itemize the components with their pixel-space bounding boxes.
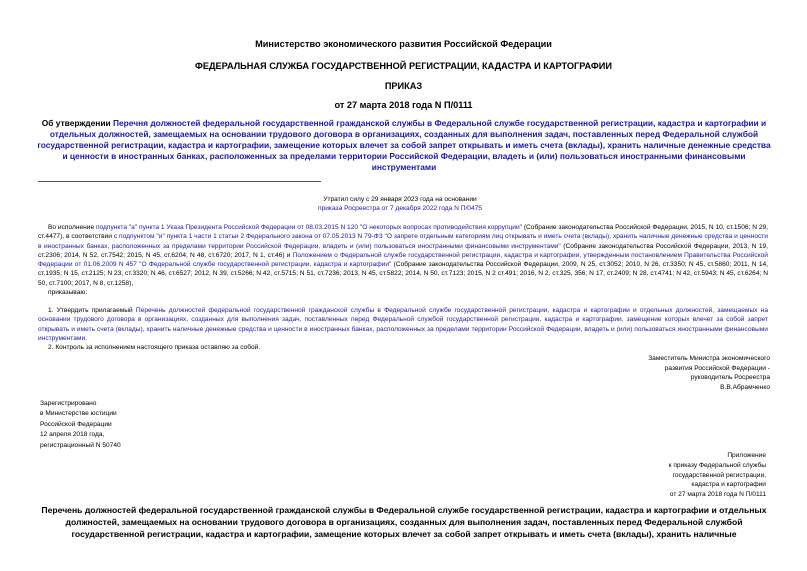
item-2: 2. Контроль за исполнением настоящего приказа оставляю за собой. <box>48 344 261 352</box>
preamble-text: Во исполнение подпункта "а" пункта 1 Указа Президента Российской Федерации от 08.03.2015 N 120 "О некоторых вопросах противодействия коррупции" (Собрание законодательства Российской Федерации, 2015, N 10, ст.1506; N 29, ст.4477), в соответствии с подпунктом "и" пункта 1 части 1 статьи 2 Федерального закона от 07.05.2013 N 79-ФЗ "О запрете отдельным категориям лиц открывать и иметь счета (вклады), хранить наличные денежные средства и ценности в иностранных банках, расположенных за пределами территории Российской Федерации, владеть и (или) пользоваться иностранными финансовыми инструментами" (Собрание законодательства Российской Федерации, 2013, N 19, ст.2306; 2014, N 52, ст.7542; 2015, N 45, ст.6204; N 48, ст.6720; 2017, N 1, ст.46) и Положением о Федеральной службе государственной регистрации, кадастра и картографии, утвержденным постановлением Правительства Российской Федерации от 01.06.2009 N 457 "О Федеральной службе государственной регистрации, кадастра и картографии" (Собрание законодательства Российской Федерации, 2009, N 25, ст.3052; 2010, N 26, ст.3350; N 45, ст.5860; 2011, N 14, ст.1935; N 15, ст.2125; N 23, ст.3320; N 46, ст.6527; 2012, N 39, ст.5266; N 42, ст.5715; N 51, ст.7236; 2013, N 45, ст.5822; 2014, N 50, ст.7123; 2015, N 2 ст.491; 2016, N 2, ст.325, 356; N 17, ст.2409; N 28, ст.4741; N 42, ст.5943; N 45, ст.6264; N 50, ст.7100; 2017, N 8, ст.1258), <box>38 224 768 287</box>
divider <box>38 181 321 182</box>
preamble <box>38 223 768 297</box>
link-regulation-457[interactable]: Положением о Федеральной службе государственной регистрации, кадастра и картографии, утвержденным постановлением Правительства Российской Федерации от 01.06.2009 N 457 "О Федеральной службе государственной регистрации, кадастра и картографии" <box>38 251 768 269</box>
registration-block: Зарегистрировано в Министерстве юстиции Российской Федерации 12 апреля 2018 года, регистрационный N 50740 <box>40 400 121 449</box>
doc-type: ПРИКАЗ <box>384 81 423 91</box>
subject-link[interactable]: Перечня должностей федеральной государственной гражданской службы в Федеральной службе государственной регистрации, кадастра и картографии и отдельных должностей, замещаемых на основании трудового договора в организациях, созданных для выполнения задач, поставленных перед Федеральной службой государственной регистрации, кадастра и картографии, замещение которых влечет за собой запрет открывать и иметь счета (вклады), хранить наличные денежные средства и ценности в иностранных банках, расположенных за пределами территории Российской Федерации, владеть и (или) пользоваться иностранными финансовыми инструментами <box>37 118 771 172</box>
service-title: ФЕДЕРАЛЬНАЯ СЛУЖБА ГОСУДАРСТВЕННОЙ РЕГИСТРАЦИИ, КАДАСТРА И КАРТОГРАФИИ <box>195 61 612 71</box>
link-ukaz-120[interactable]: подпункта "а" пункта 1 Указа Президента Российской Федерации от 08.03.2015 N 120 "О некоторых вопросах противодействия коррупции" <box>95 224 522 231</box>
status-note <box>200 195 600 214</box>
order-items <box>38 306 768 352</box>
ministry-title: Министерство экономического развития Российской Федерации <box>255 39 552 49</box>
signature-block: Заместитель Министра экономического развития Российской Федерации - руководитель Росреестра В.В.Абрамченко <box>648 355 770 391</box>
list-title: Перечень должностей федеральной государственной гражданской службы в Федеральной службе государственной регистрации, кадастра и картографии и отдельных должностей, замещаемых на основании трудового договора в организациях, созданных для выполнения задач, поставленных перед Федеральной службой государственной регистрации, кадастра и картографии, замещение которых влечет за собой запрет открывать и иметь счета (вклады), хранить наличные <box>41 505 767 539</box>
order-word: приказываю: <box>48 289 88 297</box>
doc-subject <box>36 118 772 173</box>
item-1: 1. Утвердить прилагаемый Перечень должностей федеральной государственной гражданской службы в Федеральной службе государственной регистрации, кадастра и картографии и отдельных должностей, замещаемых на основании трудового договора в организациях, созданных для выполнения задач, поставленных перед Федеральной службой государственной регистрации, кадастра и картографии, замещение которых влечет за собой запрет открывать и иметь счета (вклады), хранить наличные денежные средства и ценности в иностранных банках, расположенных за пределами территории Российской Федерации, владеть и (или) пользоваться иностранными финансовыми инструментами. <box>38 307 768 342</box>
status-line-1: Утратил силу с 29 января 2023 года на основании <box>323 196 477 203</box>
appendix-block: Приложение к приказу Федеральной службы государственной регистрации, кадастра и картографии от 27 марта 2018 года N П/0111 <box>668 452 766 499</box>
status-link[interactable]: приказа Росреестра от 7 декабря 2022 года N П/0475 <box>318 205 482 213</box>
link-law-79fz[interactable]: подпунктом "и" пункта 1 части 1 статьи 2 Федерального закона от 07.05.2013 N 79-ФЗ "О запрете отдельным категориям лиц открывать и иметь счета (вклады), хранить наличные денежные средства и ценности в иностранных банках, расположенных за пределами территории Российской Федерации, владеть и (или) пользоваться иностранными финансовыми инструментами" <box>38 233 768 250</box>
link-list[interactable]: Перечень должностей федеральной государственной гражданской службы в Федеральной службе государственной регистрации, кадастра и картографии и отдельных должностей, замещаемых на основании трудового договора в организациях, созданных для выполнения задач, поставленных перед Федеральной службой государственной регистрации, кадастра и картографии, замещение которых влечет за собой запрет открывать и иметь счета (вклады), хранить наличные денежные средства и ценности в иностранных банках, расположенных за пределами территории Российской Федерации, владеть и (или) пользоваться иностранными финансовыми инструментами <box>38 307 768 342</box>
subject-prefix: Об утверждении <box>41 118 113 128</box>
doc-date-number: от 27 марта 2018 года N П/0111 <box>334 100 473 110</box>
